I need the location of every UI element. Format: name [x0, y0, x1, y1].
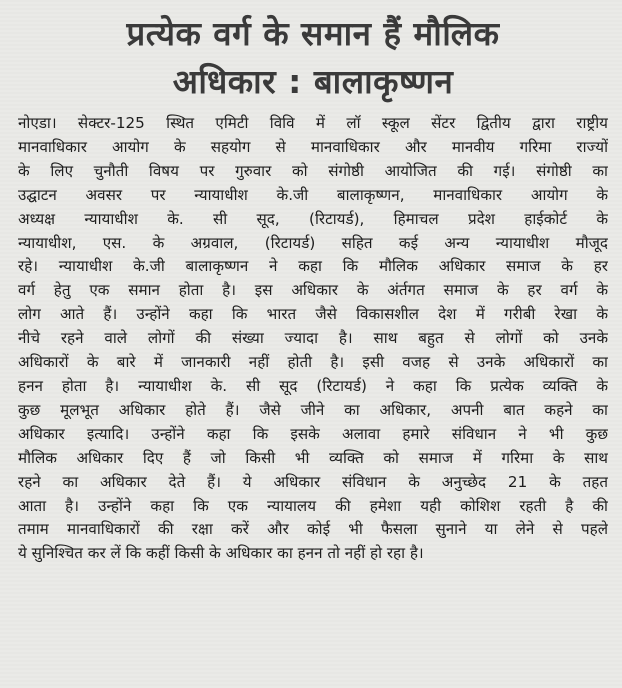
body-line: अध्यक्ष न्यायाधीश के. सी सूद, (रिटायर्ड), हिमाचल प्रदेश हाईकोर्ट के — [18, 209, 608, 228]
body-line: अधिकार इत्यादि। उन्होंने कहा कि इसके अलावा हमारे संविधान ने भी कुछ — [18, 424, 608, 443]
body-line: नोएडा। सेक्टर-125 स्थित एमिटी विवि में लॉ स्कूल सेंटर द्वितीय द्वारा राष्ट्रीय — [18, 114, 608, 132]
headline-line-2: अधिकार : बालाकृष्णन — [172, 62, 454, 101]
body-line: नीचे रहने वाले लोगों की संख्या ज्यादा है। साथ बहुत से लोगों को उनके — [18, 329, 608, 348]
body-line: न्यायाधीश, एस. के अग्रवाल, (रिटायर्ड) सहित कई अन्य न्यायाधीश मौजूद — [18, 233, 608, 252]
body-line: लोग आते हैं। उन्होंने कहा कि भारत जैसे विकासशील देश में गरीबी रेखा के — [18, 305, 608, 324]
body-line: मौलिक अधिकार दिए हैं जो किसी भी व्यक्ति को समाज में गरिमा के साथ — [18, 448, 608, 467]
article-headline — [18, 10, 608, 106]
body-line: रहने का अधिकार देते हैं। ये अधिकार संविधान के अनुच्छेद 21 के तहत — [18, 472, 608, 491]
body-line: वर्ग हेतु एक समान होता है। इस अधिकार के अंर्तगत समाज के हर वर्ग के — [18, 281, 608, 300]
headline-line-1: प्रत्येक वर्ग के समान हैं मौलिक — [126, 14, 500, 53]
body-line: रहे। न्यायाधीश के.जी बालाकृष्णन ने कहा कि मौलिक अधिकार समाज के हर — [18, 257, 608, 276]
body-line: मानवाधिकार आयोग के सहयोग से मानवाधिकार और मानवीय गरिमा राज्यों — [18, 137, 608, 156]
body-line: उद्घाटन अवसर पर न्यायाधीश के.जी बालाकृष्णन, मानवाधिकार आयोग के — [18, 185, 608, 204]
body-line: आता है। उन्होंने कहा कि एक न्यायालय की हमेशा यही कोशिश रहती है की — [18, 496, 608, 515]
article-body — [18, 112, 608, 566]
body-line: तमाम मानवाधिकारों की रक्षा करें और कोई भी फैसला सुनाने या लेने से पहले — [18, 520, 608, 539]
body-line: अधिकारों के बारे में जानकारी नहीं होती है। इसी वजह से उनके अधिकारों का — [18, 353, 608, 372]
body-line: हनन होता है। न्यायाधीश के. सी सूद (रिटायर्ड) ने कहा कि प्रत्येक व्यक्ति के — [18, 376, 608, 395]
body-line: के लिए चुनौती विषय पर गुरुवार को संगोष्ठी आयोजित की गई। संगोष्ठी का — [18, 161, 608, 180]
body-line: कुछ मूलभूत अधिकार होते हैं। जैसे जीने का अधिकार, अपनी बात कहने का — [18, 400, 608, 419]
body-line: ये सुनिश्चित कर लें कि कहीं किसी के अधिकार का हनन तो नहीं हो रहा है। — [18, 544, 424, 563]
